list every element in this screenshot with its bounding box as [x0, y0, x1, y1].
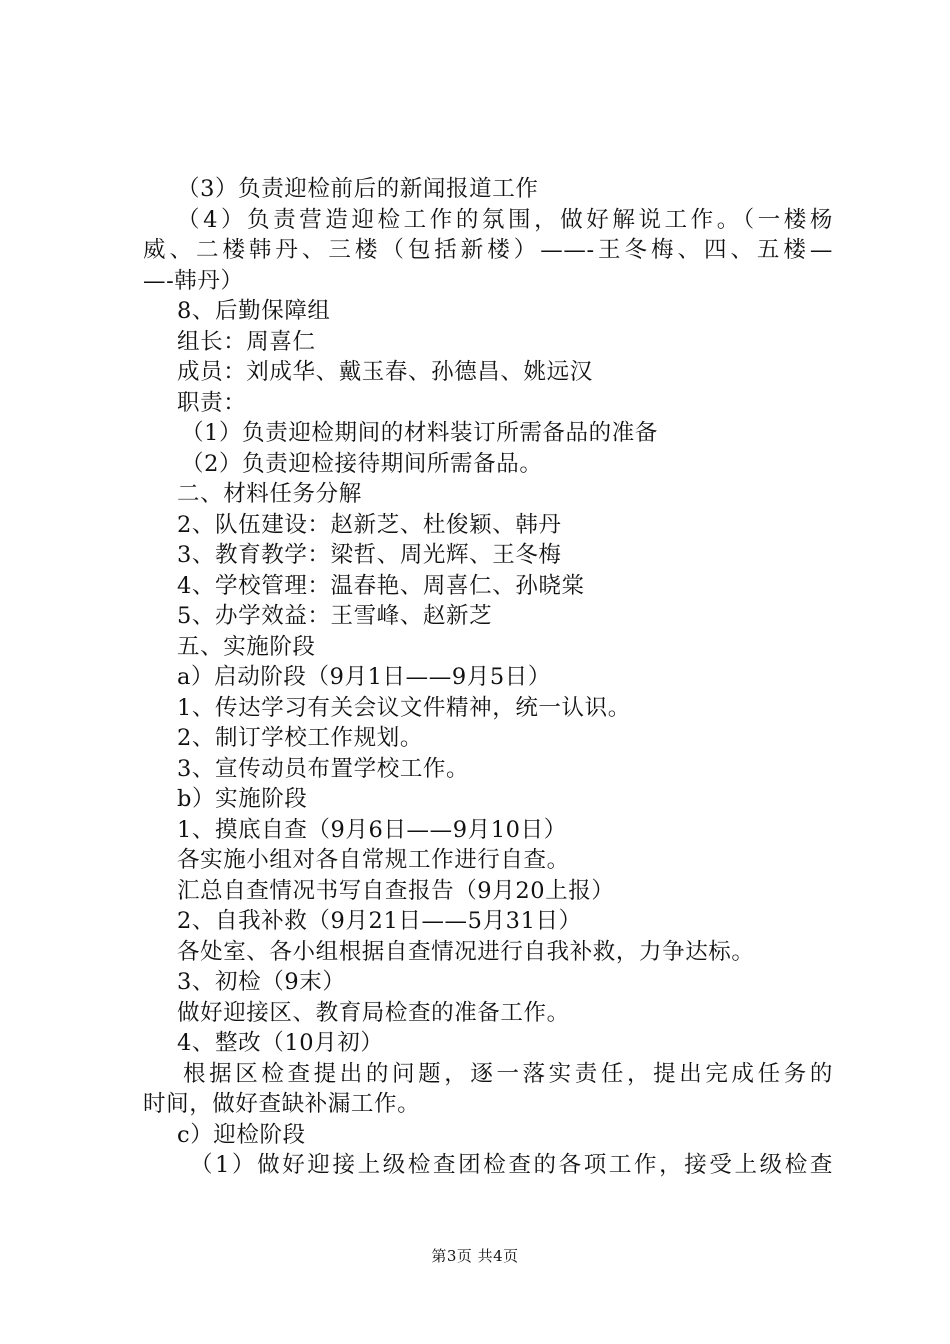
text-line: 五、实施阶段 — [177, 633, 316, 660]
text-line: 各实施小组对各自常规工作进行自查。 — [177, 847, 570, 873]
text-line: 5、办学效益：王雪峰、赵新芝 — [177, 603, 493, 629]
text-line: 4、整改（10月初） — [177, 1030, 384, 1056]
text-line: （1）负责迎检期间的材料装订所需备品的准备 — [181, 420, 658, 446]
text-line: （3）负责迎检前后的新闻报道工作 — [177, 176, 539, 202]
text-line: 根据区检查提出的问题，逐一落实责任，提出完成任务的 — [183, 1060, 833, 1087]
text-line: 1、摸底自查（9月6日——9月10日） — [177, 816, 567, 843]
text-line: 职责： — [177, 389, 247, 416]
text-line: a）启动阶段（9月1日——9月5日） — [177, 664, 551, 690]
text-line: 3、教育教学：梁哲、周光辉、王冬梅 — [177, 542, 562, 568]
text-line: 威、二楼韩丹、三楼（包括新楼）——-王冬梅、四、五楼— — [143, 237, 833, 263]
text-line: （2）负责迎检接待期间所需备品。 — [181, 450, 543, 477]
text-line: b）实施阶段 — [177, 786, 308, 812]
text-line: 2、队伍建设：赵新芝、杜俊颖、韩丹 — [177, 511, 562, 538]
text-line: 3、宣传动员布置学校工作。 — [177, 755, 470, 782]
text-line: c）迎检阶段 — [177, 1121, 306, 1148]
text-line: 成员：刘成华、戴玉春、孙德昌、姚远汉 — [177, 359, 593, 385]
text-line: （1）做好迎接上级检查团检查的各项工作，接受上级检查 — [190, 1152, 833, 1178]
text-line: 4、学校管理：温春艳、周喜仁、孙晓棠 — [177, 572, 585, 599]
text-line: 8、后勤保障组 — [177, 298, 331, 324]
text-line: 3、初检（9末） — [177, 969, 346, 995]
text-line: —-韩丹） — [143, 267, 244, 294]
text-line: 2、制订学校工作规划。 — [177, 725, 423, 751]
text-line: 二、材料任务分解 — [177, 481, 362, 507]
text-line: 各处室、各小组根据自查情况进行自我补救，力争达标。 — [177, 938, 755, 965]
text-line: 组长：周喜仁 — [177, 328, 316, 355]
page-number-footer: 第3页 共4页 — [431, 1247, 519, 1265]
text-line: 2、自我补救（9月21日——5月31日） — [177, 908, 582, 934]
text-line: 汇总自查情况书写自查报告（9月20上报） — [177, 877, 615, 904]
text-line: 做好迎接区、教育局检查的准备工作。 — [177, 999, 570, 1026]
text-line: （4）负责营造迎检工作的氛围，做好解说工作。（一楼杨 — [177, 206, 833, 233]
text-line: 1、传达学习有关会议文件精神，统一认识。 — [177, 694, 631, 721]
text-line: 时间，做好查缺补漏工作。 — [143, 1091, 421, 1117]
document-body — [143, 174, 833, 1181]
